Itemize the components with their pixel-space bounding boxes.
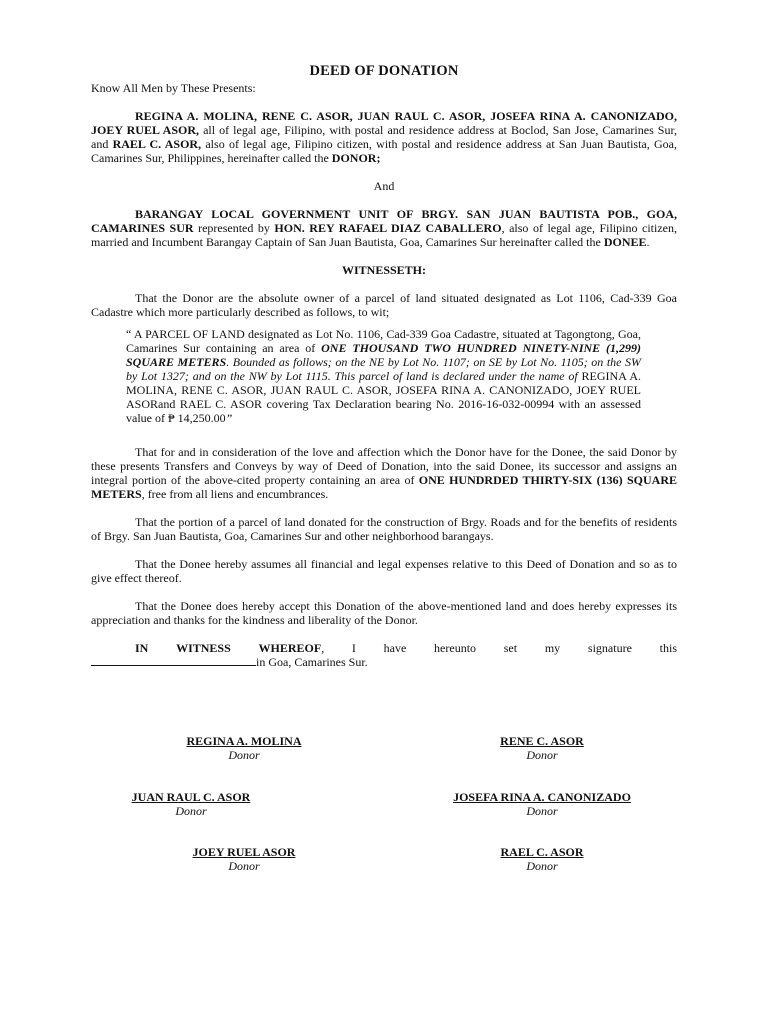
donee-unit: BARANGAY LOCAL GOVERNMENT UNIT OF BRGY. SAN JUAN BAUTISTA POB., GOA, CAMARINES SUR <box>91 207 677 235</box>
ownership-paragraph: That the Donor are the absolute owner of a parcel of land situated designated as Lot 1106, Cad-339 Goa Cadastre which more particularly described as follows, to wit; <box>91 291 677 319</box>
donee-paragraph: BARANGAY LOCAL GOVERNMENT UNIT OF BRGY. SAN JUAN BAUTISTA POB., GOA, CAMARINES SUR represented by HON. REY RAFAEL DIAZ CABALLERO, also of legal age, Filipino citizen, married and Incumbent Barangay Captain of San Juan Bautista, Goa, Camarines Sur hereinafter called the DONEE. <box>91 207 677 249</box>
acceptance-paragraph: That the Donee does hereby accept this Donation of the above-mentioned land and does hereby expresses its appreciation and thanks for the kindness and liberality of the Donor. <box>91 599 677 627</box>
document-title: DEED OF DONATION <box>309 63 459 79</box>
intro-line: Know All Men by These Presents: <box>91 81 256 95</box>
document-page <box>91 64 677 669</box>
date-blank-line <box>91 655 256 666</box>
signature-rael-asor: RAEL C. ASOR Donor <box>500 845 584 873</box>
donor-names: REGINA A. MOLINA, RENE C. ASOR, JUAN RAUL C. ASOR, JOSEFA RINA A. CANONIZADO, JOEY RUEL ASOR, <box>91 109 677 137</box>
witness-clause: IN WITNESS WHEREOF, I have hereunto set my signature this <box>135 641 677 655</box>
donee-label: DONEE <box>603 235 647 249</box>
property-description: “ A PARCEL OF LAND designated as Lot No. 1106, Cad-339 Goa Cadastre, situated at Tagongtong, Goa, Camarines Sur containing an area of ONE THOUSAND TWO HUNDRED NINETY-NINE (1,299) SQUARE METERS. Bounded as follows; on the NE by Lot No. 1107; on SE by Lot No. 1105; on the SW by Lot 1327; and on the NW by Lot 1115. This parcel of land is declared under the name of REGINA A. MOLINA, RENE C. ASOR, JUAN RAUL C. ASOR, JOSEFA RINA A. CANONIZADO, JOEY RUEL ASORand RAEL C. ASOR covering Tax Declaration bearing No. 2016-16-032-00994 with an assessed value of ₱ 14,250.00” <box>126 327 642 425</box>
expenses-paragraph: That the Donee hereby assumes all financial and legal expenses relative to this Deed of Donation and so as to give effect thereof. <box>91 557 677 585</box>
witness-date-line: in Goa, Camarines Sur. <box>91 655 677 669</box>
donee-representative: HON. REY RAFAEL DIAZ CABALLERO <box>274 221 502 235</box>
donor-paragraph: REGINA A. MOLINA, RENE C. ASOR, JUAN RAUL C. ASOR, JOSEFA RINA A. CANONIZADO, JOEY RUEL ASOR, all of legal age, Filipino, with postal and residence address at Boclod, San Jose, Camarines Sur, and RAEL C. ASOR, also of legal age, Filipino citizen, with postal and residence address at San Juan Bautista, Goa, Camarines Sur, Philippines, hereinafter called the DONOR; <box>91 109 677 165</box>
property-area: ONE THOUSAND TWO HUNDRED NINETY-NINE (1,299) SQUARE METERS <box>126 341 642 369</box>
witnesseth-heading: WITNESSETH: <box>341 263 427 277</box>
signature-joey-ruel-asor: JOEY RUEL ASOR Donor <box>192 845 296 873</box>
donor-name-rael: RAEL C. ASOR, <box>112 137 202 151</box>
donor-label: DONOR; <box>331 151 381 165</box>
donation-paragraph: That for and in consideration of the love and affection which the Donor have for the Donee, the said Donor by these presents Transfers and Conveys by way of Deed of Donation, into the said Donee, its successor and assigns an integral portion of the above-cited property containing an area of ONE HUNDRDED THIRTY-SIX (136) SQUARE METERS, free from all liens and encumbrances. <box>91 445 678 501</box>
signature-regina-molina: REGINA A. MOLINA Donor <box>186 734 302 762</box>
and-separator: And <box>373 179 395 193</box>
signature-section <box>0 734 768 874</box>
signature-rene-asor: RENE C. ASOR Donor <box>500 734 584 762</box>
signature-josefa-rina-canonizado: JOSEFA RINA A. CANONIZADO Donor <box>453 790 631 818</box>
purpose-paragraph: That the portion of a parcel of land donated for the construction of Brgy. Roads and for the benefits of residents of Brgy. San Juan Bautista, Goa, Camarines Sur and other neighborhood barangays. <box>91 515 677 543</box>
signature-juan-raul-asor: JUAN RAUL C. ASOR Donor <box>131 790 251 818</box>
donated-area: ONE HUNDRDED THIRTY-SIX (136) SQUARE METERS <box>91 473 678 501</box>
